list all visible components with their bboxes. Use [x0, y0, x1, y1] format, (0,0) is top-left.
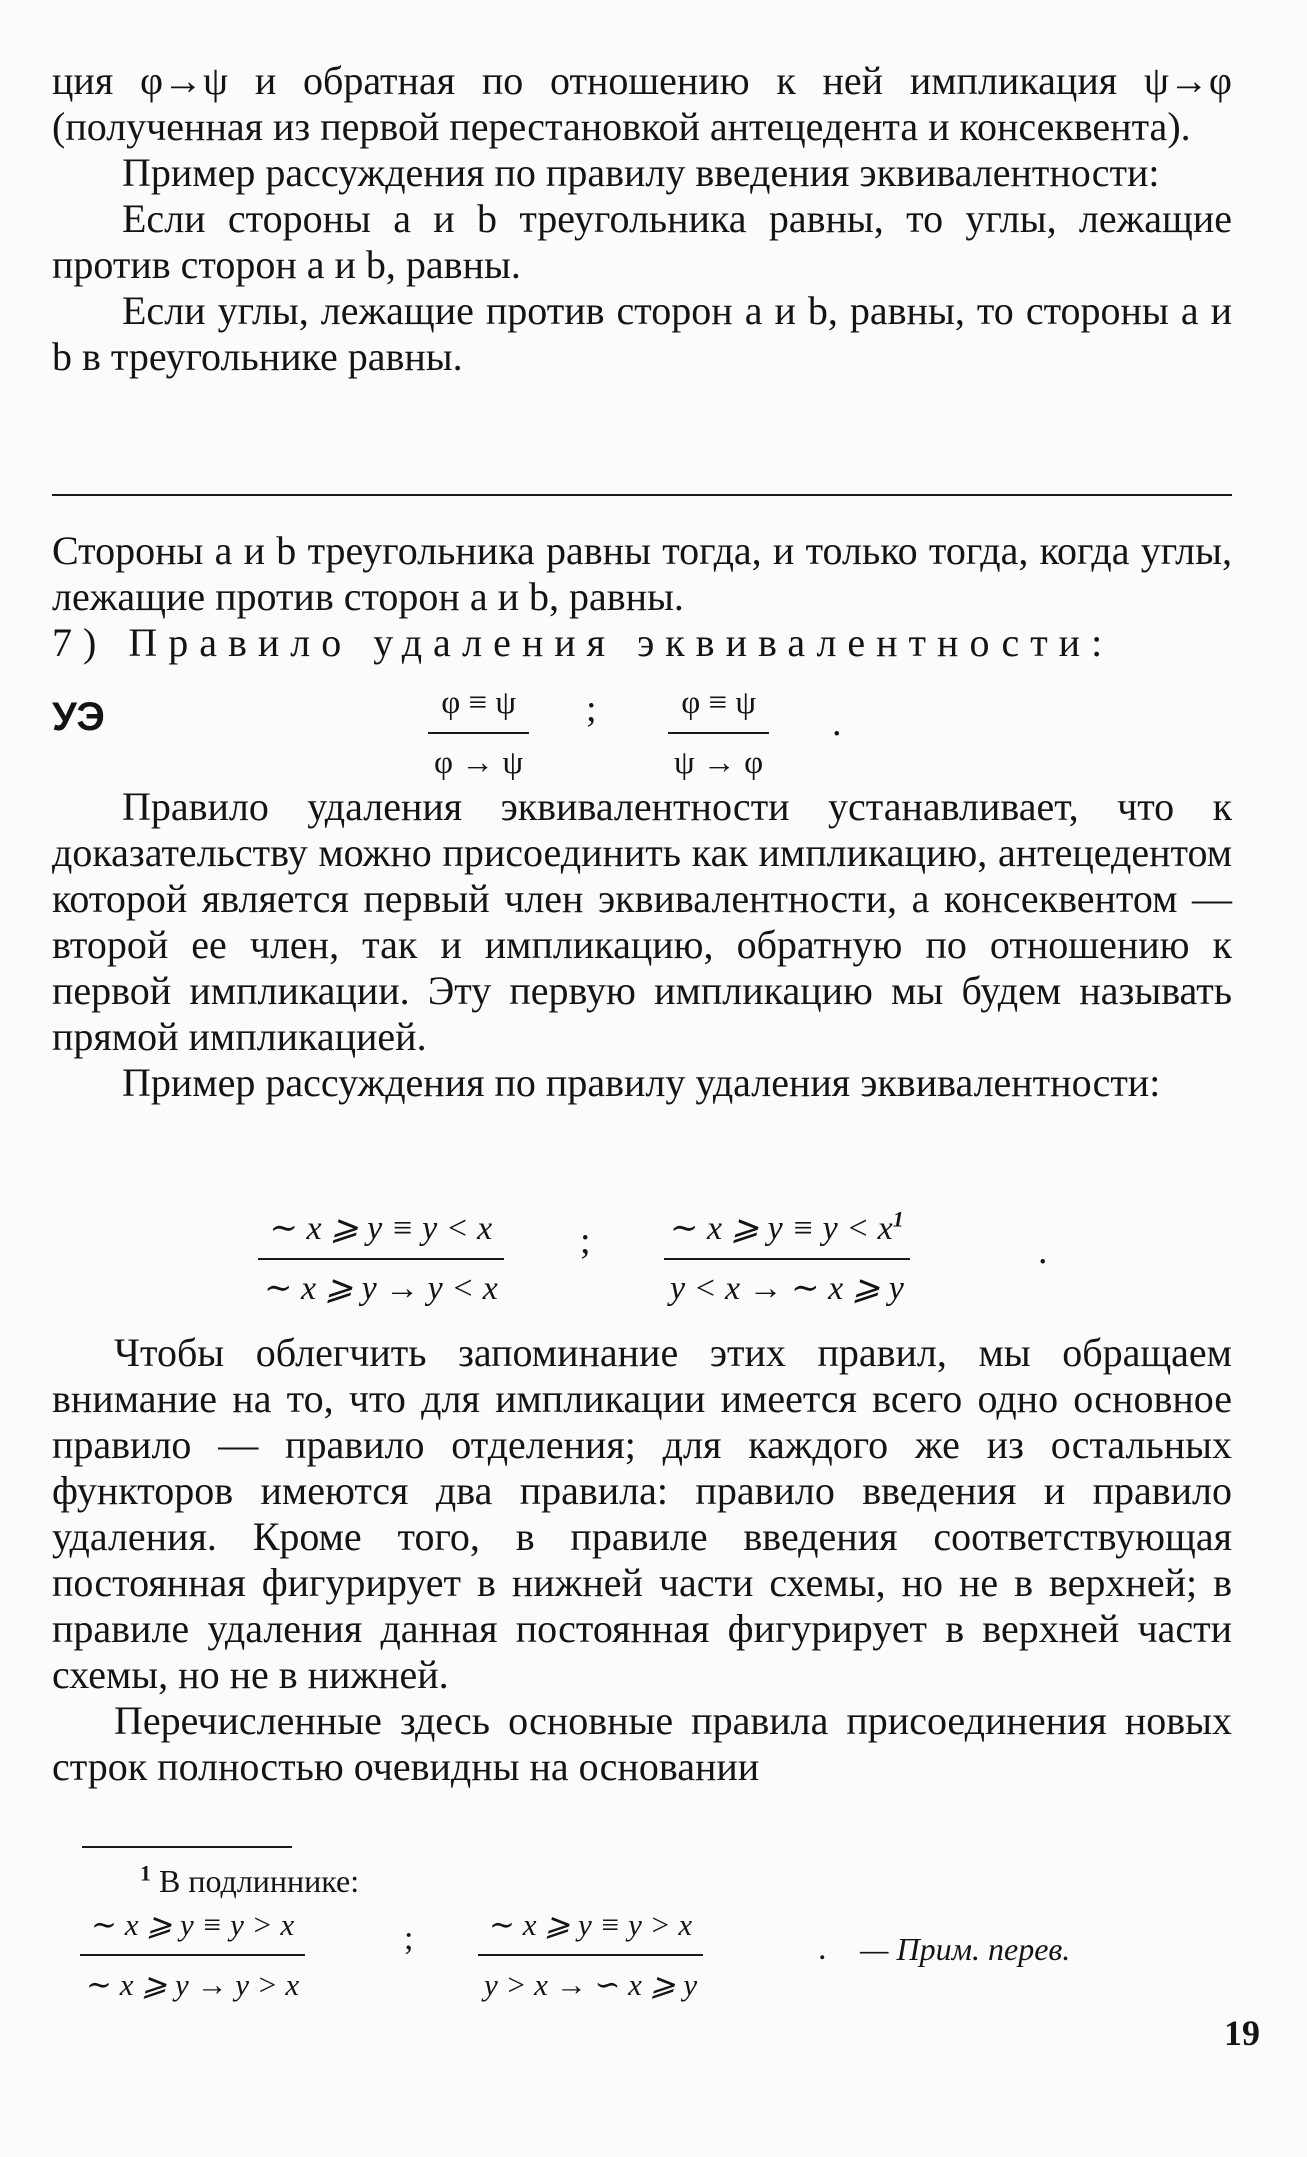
example-scheme-1 — [258, 1206, 504, 1312]
example-scheme-2 — [664, 1206, 910, 1312]
footnote-mark: 1 — [892, 1206, 904, 1232]
scheme-denominator: ψ → φ — [674, 745, 764, 781]
scheme-separator: ; — [404, 1920, 414, 1957]
footnote-number: 1 — [140, 1860, 151, 1886]
scheme-denominator: ∼ x ⩾ y → y < x — [264, 1270, 498, 1307]
paragraph-rule-explanation: Правило удаления эквивалентности устанавливает, что к доказательству можно присоединить как импликацию, антецедентом которой является первый член эквивалентности, а консеквентом — второй ее член, так и импликацию, обратную по отношению к первой импликации. Эту первую импликацию мы будем называть прямой импликацией. — [52, 784, 1232, 1059]
text-block-bottom — [52, 1330, 1232, 1790]
scheme-end-period: . — [832, 702, 842, 744]
text-block-conclusion — [52, 528, 1232, 666]
scheme-numerator: ∼ x ⩾ $y \equiv y < x^1$ — [664, 1206, 910, 1260]
scheme-end-period: . — [1038, 1230, 1048, 1272]
paragraph-last: Перечисленные здесь основные правила присоединения новых строк полностью очевидны на основании — [52, 1698, 1232, 1789]
scheme-denominator: ∼ x ⩾ y → y > x — [86, 1967, 300, 2002]
scheme-denominator: y < x → ∼ x ⩾ y — [670, 1270, 904, 1307]
scheme-numerator: φ ≡ ψ — [668, 680, 769, 734]
rule-heading: 7) Правило удаления эквивалентности: — [52, 620, 1114, 665]
scheme-numerator: ∼ x ⩾ y ≡ y > x — [80, 1902, 305, 1956]
footnote-label — [140, 1858, 359, 1904]
rule-scheme-2 — [668, 680, 769, 786]
paragraph-continuation: ция φ→ψ и обратная по отношению к ней импликация ψ→φ (полученная из первой перестановкой антецедента и консеквента). — [52, 58, 1232, 149]
paragraph-example-intro: Пример рассуждения по правилу введения эквивалентности: — [122, 150, 1160, 195]
scheme-end-period: . — [818, 1930, 827, 1967]
footnote-separator — [82, 1846, 292, 1848]
paragraph-memory-aid: Чтобы облегчить запоминание этих правил, мы обращаем внимание на то, что для импликации имеется всего одно основное правило — правило отделения; для каждого же из остальных функторов имеются два правила: правило введения и правило удаления. Кроме того, в правиле введения соответствующая постоянная фигурирует в нижней части схемы, но не в верхней; в правиле удаления данная постоянная фигурирует в верхней части схемы, но не в нижней. — [52, 1330, 1232, 1697]
page-number: 19 — [1224, 2013, 1260, 2053]
scheme-numerator: ∼ x ⩾ y ≡ y > x — [478, 1902, 703, 1956]
footnote-text: В подлиннике: — [159, 1863, 360, 1899]
scheme-numerator: φ ≡ ψ — [428, 680, 529, 734]
rule-abbreviation: УЭ — [52, 695, 105, 739]
scheme-numerator: ∼ x ⩾ y ≡ y < x — [258, 1206, 504, 1260]
text-block-explain — [52, 784, 1232, 1106]
inference-rule-line — [52, 494, 1232, 496]
premise-2: Если углы, лежащие против сторон a и b, равны, то стороны a и b в треугольнике равны. — [52, 288, 1232, 379]
scheme-denominator: φ → ψ — [434, 745, 524, 781]
footnote-scheme-1 — [80, 1902, 305, 2008]
scheme-separator: ; — [586, 688, 597, 730]
conclusion: Стороны a и b треугольника равны тогда, и только тогда, когда углы, лежащие против сторон a и b, равны. — [52, 528, 1232, 619]
rule-scheme-1 — [428, 680, 529, 786]
text-block-top — [52, 58, 1232, 380]
scheme-separator: ; — [580, 1220, 591, 1262]
premise-1: Если стороны a и b треугольника равны, то углы, лежащие против сторон a и b, равны. — [52, 196, 1232, 287]
scheme-denominator: y > x → ∽ x ⩾ y — [484, 1967, 698, 2002]
footnote-scheme-2 — [478, 1902, 703, 2008]
translator-note: — Прим. перев. — [860, 1931, 1071, 1967]
paragraph-example-intro-2: Пример рассуждения по правилу удаления эквивалентности: — [122, 1060, 1161, 1105]
